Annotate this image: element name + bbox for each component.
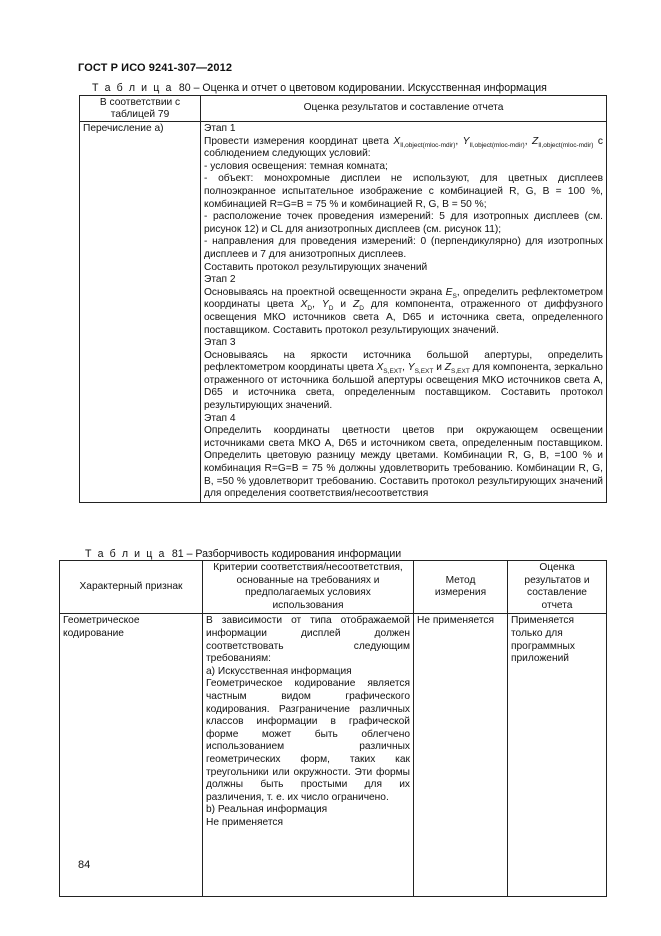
table80-header-row <box>80 96 607 122</box>
stage1-title: Этап 1 <box>204 123 236 134</box>
table81-caption-prefix: Т а б л и ц а <box>85 548 166 560</box>
table80-caption-prefix: Т а б л и ц а <box>92 82 173 94</box>
table-80 <box>79 95 607 503</box>
table81-header-row <box>60 561 607 614</box>
table81-caption-text: – Разборчивость кодирования информации <box>186 548 402 560</box>
stage4-title: Этап 4 <box>204 412 236 424</box>
stage1-intro: Провести измерения координат цвета $X_{Il,object(mloc-mdir)}$, $Y_{Il,object(mloc-mdir)}$, $Z_{Il,object(mloc-mdir)}$ с соблюдением следующих условий: <box>204 135 603 160</box>
table80-assessment-cell <box>201 122 607 503</box>
criteria-real-info: b) Реальная информация <box>206 804 328 816</box>
table-row <box>80 122 607 503</box>
table81-head-method: Метод измерения <box>414 561 508 614</box>
stage4-text: Определить координаты цветности цветов при окружающем освещении источниками света МКО A, D65 и источником света, определенным поставщиком. Определить цветовую разницу между цветами. Комбинации R, G, B, =100 % и комбинация R=G=B = 75 % должны удовлетворить требованию. Комбинации R, G, B, =50 % удовлетворит требованию. Составить протокол результирующих значений для определения соответствия/несоответствия <box>204 425 603 500</box>
stage2-text: Основываясь на проектной освещенности экрана $E_S$, определить рефлектометром координаты цвета $X_D$, $Y_D$ и $Z_D$ для компонента, отраженного от диффузного освещения МКО источников света A, D65 и источника света, определенного поставщиком. Составить протокол результирующих значений. <box>204 286 604 336</box>
table81-head-criteria: Критерии соответствия/несоответствия, основанные на требованиях и предполагаемых условиях использования <box>203 561 414 614</box>
table-row <box>60 614 607 897</box>
table80-caption <box>92 82 547 95</box>
table80-head-col2: Оценка результатов и составление отчета <box>201 96 607 122</box>
table81-row-method: Не применяется <box>414 614 508 897</box>
table81-caption <box>85 548 401 561</box>
table80-caption-text: – Оценка и отчет о цветовом кодировании. Искусственная информация <box>193 82 547 94</box>
stage1-report: Составить протокол результирующих значений <box>204 261 428 273</box>
stage3-title: Этап 3 <box>204 337 236 349</box>
stage1-condition-object: - объект: монохромные дисплеи не используют, для цветных дисплеев полноэкранное испытательное изображение с комбинацией R, G, B = 100 %, комбинацией R=G=B = 75 % и комбинацией R, G, B = 50 %; <box>204 173 603 210</box>
criteria-artificial-info: а) Искусственная информация <box>206 665 352 677</box>
table81-row-assessment: Применяется только для программных приложений <box>508 614 607 897</box>
stage1-condition-points: - расположение точек проведения измерений: 5 для изотропных дисплеев (см. рисунок 12) и CL для анизотропных дисплеев (см. рисунок 11); <box>204 211 603 235</box>
table80-caption-number: 80 <box>178 82 191 94</box>
table81-row-criteria: В зависимости от типа отображаемой информации дисплей должен соответствовать следующим требованиям: а) Искусственная информация Геометрическое кодирование является частным видом графического кодирования. Разграничение различных классов информации в графической форме может быть облегчено использованием различных геометрических форм, таких как треугольники или окружности. Эти формы должны быть простыми для их различения, т. е. их число ограничено. b) Реальная информация Не применяется <box>203 614 414 897</box>
table81-head-feature: Характерный признак <box>60 561 203 614</box>
table80-row-label: Перечисление а) <box>80 122 201 503</box>
document-header: ГОСТ Р ИСО 9241-307—2012 <box>78 62 233 74</box>
stage3-text: Основываясь на яркости источника большой апертуры, определить рефлектометром координаты цвета $X_{S,EXT}$, $Y_{S,EXT}$ и $Z_{S,EXT}$ для компонента, зеркально отраженного от источника большой апертуры освещения МКО источников света A, D65 и источника света, определенным поставщиком. Составить протокол результирующих значений. <box>204 349 603 412</box>
table81-row-feature: Геометрическое кодирование <box>60 614 203 897</box>
table81-head-assessment: Оценка результатов и составление отчета <box>508 561 607 614</box>
page-number: 84 <box>78 859 91 871</box>
stage1-condition-directions: - направления для проведения измерений: 0 (перпендикулярно) для изотропных дисплеев и 7 для анизотропных дисплеев. <box>204 236 603 260</box>
table80-head-col1: В соответствии с таблицей 79 <box>80 96 201 122</box>
stage2-title: Этап 2 <box>204 274 236 286</box>
table-81 <box>59 560 607 897</box>
stage1-condition-lighting: - условия освещения: темная комната; <box>204 160 388 172</box>
table81-caption-number: 81 <box>171 548 184 560</box>
